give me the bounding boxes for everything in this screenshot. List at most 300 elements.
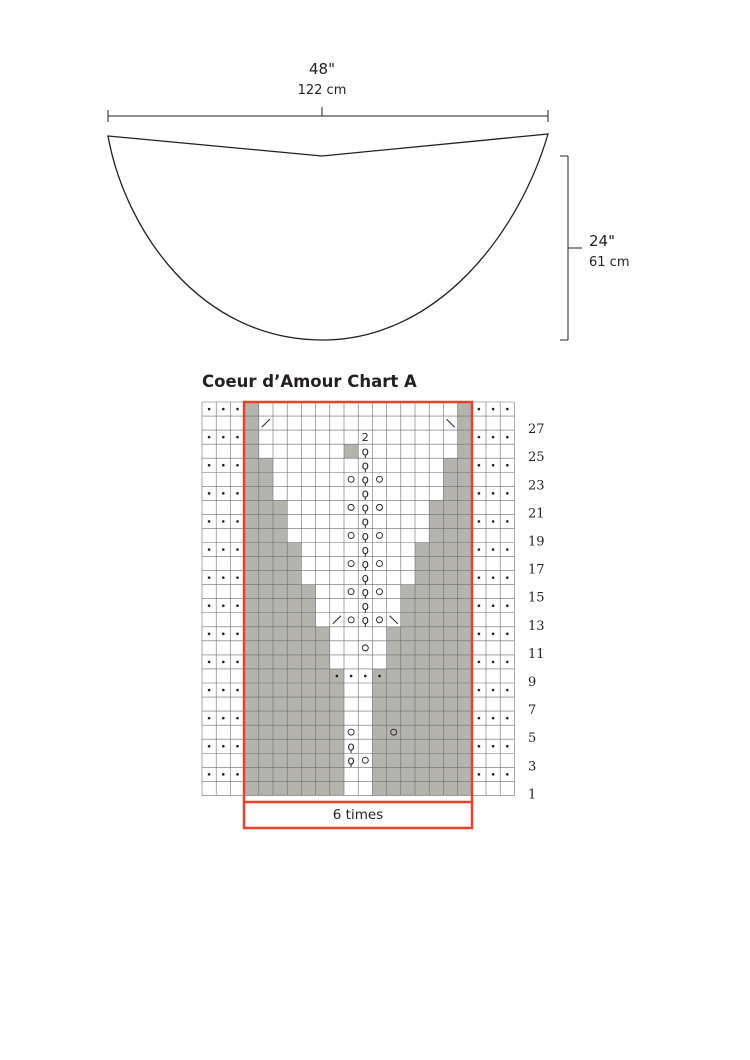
shaded-cell xyxy=(443,781,457,795)
purl-symbol xyxy=(236,633,239,636)
shaded-cell xyxy=(273,599,287,613)
shaded-cell xyxy=(330,697,344,711)
shaded-cell xyxy=(401,585,415,599)
shaded-cell xyxy=(316,711,330,725)
purl-symbol xyxy=(208,717,211,720)
shaded-cell xyxy=(273,725,287,739)
shaded-cell xyxy=(458,571,472,585)
shaded-cell xyxy=(245,669,259,683)
shaded-cell xyxy=(458,458,472,472)
shaded-cell xyxy=(330,711,344,725)
purl-symbol xyxy=(492,633,495,636)
shaded-cell xyxy=(387,669,401,683)
shaded-cell xyxy=(245,739,259,753)
shaded-cell xyxy=(287,613,301,627)
purl-symbol xyxy=(492,745,495,748)
yarn-over-symbol xyxy=(362,757,368,763)
shaded-cell xyxy=(443,599,457,613)
purl-symbol xyxy=(236,520,239,523)
shaded-cell xyxy=(259,655,273,669)
row-number: 15 xyxy=(528,590,545,606)
shaded-cell xyxy=(259,641,273,655)
shaded-cell xyxy=(387,711,401,725)
shaded-cell xyxy=(458,767,472,781)
shaded-cell xyxy=(458,599,472,613)
shaded-cell xyxy=(458,543,472,557)
k2tog-symbol xyxy=(262,419,270,427)
shaded-cell xyxy=(245,627,259,641)
shaded-cell xyxy=(301,753,315,767)
shaded-cell xyxy=(273,697,287,711)
purl-symbol xyxy=(478,661,481,664)
shaded-cell xyxy=(372,697,386,711)
shaded-cell xyxy=(301,669,315,683)
purl-symbol xyxy=(492,436,495,439)
purl-symbol xyxy=(506,436,509,439)
shaded-cell xyxy=(287,571,301,585)
shaded-cell xyxy=(245,571,259,585)
shaded-cell xyxy=(401,753,415,767)
shaded-cell xyxy=(316,697,330,711)
shaded-cell xyxy=(245,402,259,416)
shaded-cell xyxy=(287,781,301,795)
shaded-cell xyxy=(387,767,401,781)
yarn-over-symbol xyxy=(377,589,383,595)
shaded-cell xyxy=(429,641,443,655)
shaded-cell xyxy=(316,655,330,669)
shaded-cell xyxy=(429,613,443,627)
twisted-stitch-symbol: ϙ xyxy=(361,458,369,473)
shaded-cell xyxy=(372,739,386,753)
row-number: 5 xyxy=(528,731,537,747)
shaded-cell xyxy=(330,683,344,697)
shaded-cell xyxy=(458,725,472,739)
shaded-cell xyxy=(316,725,330,739)
purl-symbol xyxy=(506,661,509,664)
shaded-cell xyxy=(458,613,472,627)
shaded-cell xyxy=(458,711,472,725)
twisted-stitch-symbol: ϙ xyxy=(361,556,369,571)
shaded-cell xyxy=(458,585,472,599)
shaded-cell xyxy=(330,753,344,767)
purl-symbol xyxy=(222,408,225,411)
shaded-cell xyxy=(443,500,457,514)
purl-symbol xyxy=(236,576,239,579)
purl-symbol xyxy=(492,576,495,579)
depth-dimension-line xyxy=(560,156,582,340)
shaded-cell xyxy=(273,655,287,669)
shaded-cell xyxy=(301,655,315,669)
shaded-cell xyxy=(316,767,330,781)
yarn-over-symbol xyxy=(348,561,354,567)
shaded-cell xyxy=(443,458,457,472)
shaded-cell xyxy=(443,585,457,599)
shaded-cell xyxy=(259,557,273,571)
shaded-cell xyxy=(287,641,301,655)
shaded-cell xyxy=(245,472,259,486)
purl-symbol xyxy=(208,576,211,579)
purl-symbol xyxy=(222,604,225,607)
ssk-symbol xyxy=(390,616,398,624)
yarn-over-symbol xyxy=(377,476,383,482)
shaded-cell xyxy=(443,669,457,683)
shaded-cell xyxy=(429,767,443,781)
shaded-cell xyxy=(273,641,287,655)
purl-symbol xyxy=(222,464,225,467)
ssk-symbol xyxy=(446,419,454,427)
purl-symbol xyxy=(492,408,495,411)
twisted-stitch-symbol: ϙ xyxy=(361,514,369,529)
shaded-cell xyxy=(458,739,472,753)
shaded-cell xyxy=(458,781,472,795)
purl-symbol xyxy=(478,492,481,495)
shaded-cell xyxy=(273,585,287,599)
shaded-cell xyxy=(401,767,415,781)
purl-symbol xyxy=(506,408,509,411)
shaded-cell xyxy=(301,613,315,627)
shaded-cell xyxy=(387,781,401,795)
shaded-cell xyxy=(458,627,472,641)
shaded-cell xyxy=(245,486,259,500)
shaded-cell xyxy=(415,655,429,669)
purl-symbol xyxy=(378,675,381,678)
purl-symbol xyxy=(478,633,481,636)
row-number: 11 xyxy=(528,646,545,662)
shaded-cell xyxy=(387,641,401,655)
shaded-cell xyxy=(415,669,429,683)
shaded-cell xyxy=(273,669,287,683)
purl-symbol xyxy=(222,661,225,664)
purl-symbol xyxy=(208,689,211,692)
shaded-cell xyxy=(287,753,301,767)
shaded-cell xyxy=(387,655,401,669)
purl-symbol xyxy=(492,717,495,720)
shaded-cell xyxy=(259,585,273,599)
shaded-cell xyxy=(415,683,429,697)
shaded-cell xyxy=(429,543,443,557)
shaded-cell xyxy=(458,402,472,416)
shaded-cell xyxy=(259,599,273,613)
shaded-cell xyxy=(458,486,472,500)
shaded-cell xyxy=(429,753,443,767)
purl-symbol xyxy=(478,604,481,607)
shaded-cell xyxy=(287,627,301,641)
shaded-cell xyxy=(429,557,443,571)
purl-symbol xyxy=(208,745,211,748)
shaded-cell xyxy=(458,683,472,697)
knitting-chart-grid xyxy=(202,402,514,795)
row-number: 7 xyxy=(528,703,537,719)
shaded-cell xyxy=(301,697,315,711)
purl-symbol xyxy=(506,689,509,692)
purl-symbol xyxy=(222,745,225,748)
purl-symbol xyxy=(492,661,495,664)
shaded-cell xyxy=(387,725,401,739)
twisted-stitch-symbol: ϙ xyxy=(361,599,369,614)
purl-symbol xyxy=(208,661,211,664)
width-dimension-line xyxy=(108,107,548,122)
shaded-cell xyxy=(245,655,259,669)
purl-symbol xyxy=(350,675,353,678)
shaded-cell xyxy=(429,697,443,711)
purl-symbol xyxy=(208,408,211,411)
purl-symbol xyxy=(478,745,481,748)
row-number: 9 xyxy=(528,674,537,690)
shaded-cell xyxy=(387,739,401,753)
shaded-cell xyxy=(245,725,259,739)
row-number: 19 xyxy=(528,534,545,550)
purl-symbol xyxy=(506,633,509,636)
shaded-cell xyxy=(330,767,344,781)
cable-symbol: 2 xyxy=(361,431,369,445)
purl-symbol xyxy=(236,464,239,467)
shaded-cell xyxy=(458,655,472,669)
purl-symbol xyxy=(222,576,225,579)
shaded-cell xyxy=(443,627,457,641)
shaded-cell xyxy=(443,697,457,711)
shaded-cell xyxy=(443,711,457,725)
purl-symbol xyxy=(336,675,339,678)
shaded-cell xyxy=(458,430,472,444)
purl-symbol xyxy=(222,633,225,636)
shaded-cell xyxy=(458,500,472,514)
yarn-over-symbol xyxy=(377,561,383,567)
purl-symbol xyxy=(208,773,211,776)
shaded-cell xyxy=(259,514,273,528)
shaded-cell xyxy=(287,543,301,557)
shaded-cell xyxy=(245,500,259,514)
shaded-cell xyxy=(458,641,472,655)
shaded-cell xyxy=(415,781,429,795)
purl-symbol xyxy=(236,436,239,439)
purl-symbol xyxy=(222,436,225,439)
purl-symbol xyxy=(236,689,239,692)
shaded-cell xyxy=(316,669,330,683)
shaded-cell xyxy=(458,514,472,528)
shaded-cell xyxy=(316,641,330,655)
purl-symbol xyxy=(492,464,495,467)
shaded-cell xyxy=(287,725,301,739)
shaded-cell xyxy=(287,599,301,613)
shaded-cell xyxy=(259,543,273,557)
shaded-cell xyxy=(273,683,287,697)
shaded-cell xyxy=(372,725,386,739)
shaded-cell xyxy=(259,739,273,753)
shaded-cell xyxy=(372,711,386,725)
yarn-over-symbol xyxy=(377,504,383,510)
twisted-stitch-symbol: ϙ xyxy=(361,542,369,557)
shaded-cell xyxy=(443,739,457,753)
shaded-cell xyxy=(287,711,301,725)
shaded-cell xyxy=(429,725,443,739)
shaded-cell xyxy=(301,767,315,781)
shaded-cell xyxy=(245,543,259,557)
purl-symbol xyxy=(478,464,481,467)
shaded-cell xyxy=(429,739,443,753)
shaded-cell xyxy=(259,500,273,514)
shaded-cell xyxy=(273,500,287,514)
shaded-cell xyxy=(443,641,457,655)
shaded-cell xyxy=(316,781,330,795)
twisted-stitch-symbol: ϙ xyxy=(361,584,369,599)
shaded-cell xyxy=(387,627,401,641)
purl-symbol xyxy=(222,492,225,495)
shaded-cell xyxy=(415,599,429,613)
shaded-cell xyxy=(458,444,472,458)
shaded-cell xyxy=(387,697,401,711)
shaded-cell xyxy=(287,655,301,669)
purl-symbol xyxy=(506,464,509,467)
shaded-cell xyxy=(429,599,443,613)
shaded-cell xyxy=(316,683,330,697)
purl-symbol xyxy=(236,408,239,411)
purl-symbol xyxy=(506,745,509,748)
shaded-cell xyxy=(387,753,401,767)
shaded-cell xyxy=(273,571,287,585)
shaded-cell xyxy=(259,571,273,585)
yarn-over-symbol xyxy=(348,504,354,510)
purl-symbol xyxy=(236,661,239,664)
shaded-cell xyxy=(287,557,301,571)
twisted-stitch-symbol: ϙ xyxy=(361,486,369,501)
shaded-cell xyxy=(330,781,344,795)
shaded-cell xyxy=(401,683,415,697)
purl-symbol xyxy=(364,675,367,678)
shaded-cell xyxy=(245,514,259,528)
shaded-cell xyxy=(330,725,344,739)
yarn-over-symbol xyxy=(348,476,354,482)
shaded-cell xyxy=(287,697,301,711)
purl-symbol xyxy=(222,773,225,776)
shaded-cell xyxy=(443,767,457,781)
shaded-cell xyxy=(401,641,415,655)
twisted-stitch-symbol: ϙ xyxy=(361,500,369,515)
shaded-cell xyxy=(443,571,457,585)
shaded-cell xyxy=(401,655,415,669)
shaded-cell xyxy=(415,557,429,571)
shaded-cell xyxy=(415,697,429,711)
shaded-cell xyxy=(429,683,443,697)
shaded-cell xyxy=(458,753,472,767)
shaded-cell xyxy=(401,669,415,683)
yarn-over-symbol xyxy=(362,645,368,651)
purl-symbol xyxy=(222,520,225,523)
purl-symbol xyxy=(208,633,211,636)
shaded-cell xyxy=(401,599,415,613)
purl-symbol xyxy=(236,717,239,720)
purl-symbol xyxy=(236,604,239,607)
shaded-cell xyxy=(401,725,415,739)
shaded-cell xyxy=(429,585,443,599)
shaded-cell xyxy=(415,725,429,739)
shaded-cell xyxy=(273,543,287,557)
purl-symbol xyxy=(506,492,509,495)
shaded-cell xyxy=(287,585,301,599)
shaded-cell xyxy=(429,781,443,795)
shaded-cell xyxy=(287,739,301,753)
yarn-over-symbol xyxy=(348,729,354,735)
shaded-cell xyxy=(287,669,301,683)
shaded-cell xyxy=(316,627,330,641)
shaded-cell xyxy=(415,641,429,655)
shaded-cell xyxy=(273,613,287,627)
shaded-cell xyxy=(415,585,429,599)
purl-symbol xyxy=(208,436,211,439)
shaded-cell xyxy=(415,613,429,627)
twisted-stitch-symbol: ϙ xyxy=(361,528,369,543)
shaded-cell xyxy=(415,627,429,641)
purl-symbol xyxy=(478,520,481,523)
shaded-cell xyxy=(273,557,287,571)
depth-inches-label: 24" xyxy=(589,232,615,250)
yarn-over-symbol xyxy=(377,617,383,623)
width-cm-label: 122 cm xyxy=(297,83,347,98)
purl-symbol xyxy=(492,689,495,692)
shaded-cell xyxy=(259,472,273,486)
shaded-cell xyxy=(273,711,287,725)
shaded-cell xyxy=(458,472,472,486)
purl-symbol xyxy=(478,689,481,692)
shaded-cell xyxy=(316,753,330,767)
shaded-cell xyxy=(245,557,259,571)
purl-symbol xyxy=(506,717,509,720)
shaded-cell xyxy=(259,697,273,711)
shaded-cell xyxy=(401,697,415,711)
row-number: 1 xyxy=(528,787,537,803)
shaded-cell xyxy=(401,613,415,627)
shaded-cell xyxy=(245,528,259,542)
shaded-cell xyxy=(443,543,457,557)
shaded-cell xyxy=(372,767,386,781)
shaded-cell xyxy=(245,613,259,627)
shaded-cell xyxy=(259,627,273,641)
shaded-cell xyxy=(415,711,429,725)
shaded-cell xyxy=(301,781,315,795)
shaded-cell xyxy=(330,739,344,753)
shaded-cell xyxy=(443,725,457,739)
row-number: 17 xyxy=(528,562,545,578)
purl-symbol xyxy=(478,717,481,720)
shaded-cell xyxy=(301,627,315,641)
yarn-over-symbol xyxy=(348,589,354,595)
shaded-cell xyxy=(259,683,273,697)
twisted-stitch-symbol: ϙ xyxy=(347,753,355,768)
shaded-cell xyxy=(259,781,273,795)
shaded-cell xyxy=(273,781,287,795)
width-inches-label: 48" xyxy=(309,60,335,78)
shaded-cell xyxy=(259,725,273,739)
shaded-cell xyxy=(273,514,287,528)
purl-symbol xyxy=(506,548,509,551)
shaded-cell xyxy=(245,599,259,613)
shaded-cell xyxy=(245,767,259,781)
purl-symbol xyxy=(478,773,481,776)
shaded-cell xyxy=(415,739,429,753)
shaded-cell xyxy=(287,683,301,697)
shaded-cell xyxy=(458,416,472,430)
shaded-cell xyxy=(458,669,472,683)
shaded-cell xyxy=(245,585,259,599)
purl-symbol xyxy=(506,520,509,523)
purl-symbol xyxy=(478,436,481,439)
shawl-schematic xyxy=(108,60,630,340)
shaded-cell xyxy=(259,528,273,542)
shaded-cell xyxy=(245,697,259,711)
shaded-cell xyxy=(245,458,259,472)
purl-symbol xyxy=(492,520,495,523)
shaded-cell xyxy=(245,781,259,795)
purl-symbol xyxy=(236,492,239,495)
